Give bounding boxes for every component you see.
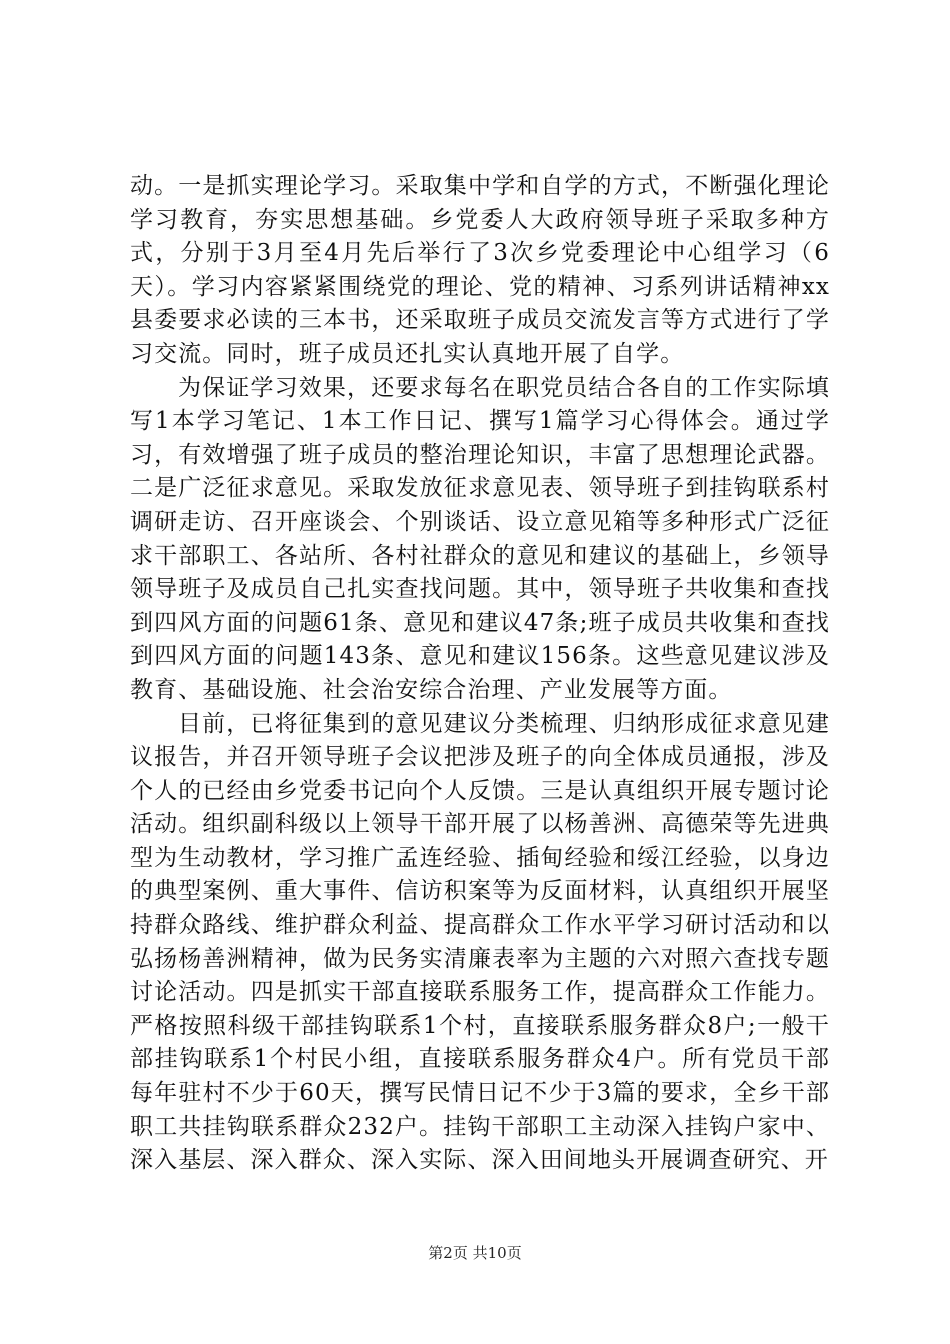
page-footer: 第2页 共10页 xyxy=(428,1244,522,1262)
paragraph-1: 动。一是抓实理论学习。采取集中学和自学的方式，不断强化理论学习教育，夯实思想基础。乡党委人大政府领导班子采取多种方式，分别于3月至4月先后举行了3次乡党委理论中心组学习（6天）。学习内容紧紧围绕党的理论、党的精神、习系列讲话精神xx县委要求必读的三本书，还采取班子成员交流发言等方式进行了学习交流。同时，班子成员还扎实认真地开展了自学。 xyxy=(130,173,830,367)
paragraph-2: 为保证学习效果，还要求每名在职党员结合各自的工作实际填写1本学习笔记、1本工作日记、撰写1篇学习心得体会。通过学习，有效增强了班子成员的整治理论知识，丰富了思想理论武器。二是广泛征求意见。采取发放征求意见表、领导班子到挂钩联系村调研走访、召开座谈会、个别谈话、设立意见箱等多种形式广泛征求干部职工、各站所、各村社群众的意见和建议的基础上，乡领导领导班子及成员自己扎实查找问题。其中，领导班子共收集和查找到四风方面的问题61条、意见和建议47条;班子成员共收集和查找到四风方面的问题143条、意见和建议156条。这些意见建议涉及教育、基础设施、社会治安综合治理、产业发展等方面。 xyxy=(130,374,830,703)
paragraph-3: 目前，已将征集到的意见建议分类梳理、归纳形成征求意见建议报告，并召开领导班子会议把涉及班子的向全体成员通报，涉及个人的已经由乡党委书记向个人反馈。三是认真组织开展专题讨论活动。组织副科级以上领导干部开展了以杨善洲、高德荣等先进典型为生动教材，学习推广孟连经验、插甸经验和绥江经验，以身边的典型案例、重大事件、信访积案等为反面材料，认真组织开展坚持群众路线、维护群众利益、提高群众工作水平学习研讨活动和以弘扬杨善洲精神，做为民务实清廉表率为主题的六对照六查找专题讨论活动。四是抓实干部直接联系服务工作，提高群众工作能力。严格按照科级干部挂钩联系1个村，直接联系服务群众8户;一般干部挂钩联系1个村民小组，直接联系服务群众4户。所有党员干部每年驻村不少于60天，撰写民情日记不少于3篇的要求，全乡干部职工共挂钩联系群众232户。挂钩干部职工主动深入挂钩户家中、深入基层、深入群众、深入实际、深入田间地头开展调查研究、开 xyxy=(130,710,830,1174)
document-body xyxy=(130,170,830,1178)
